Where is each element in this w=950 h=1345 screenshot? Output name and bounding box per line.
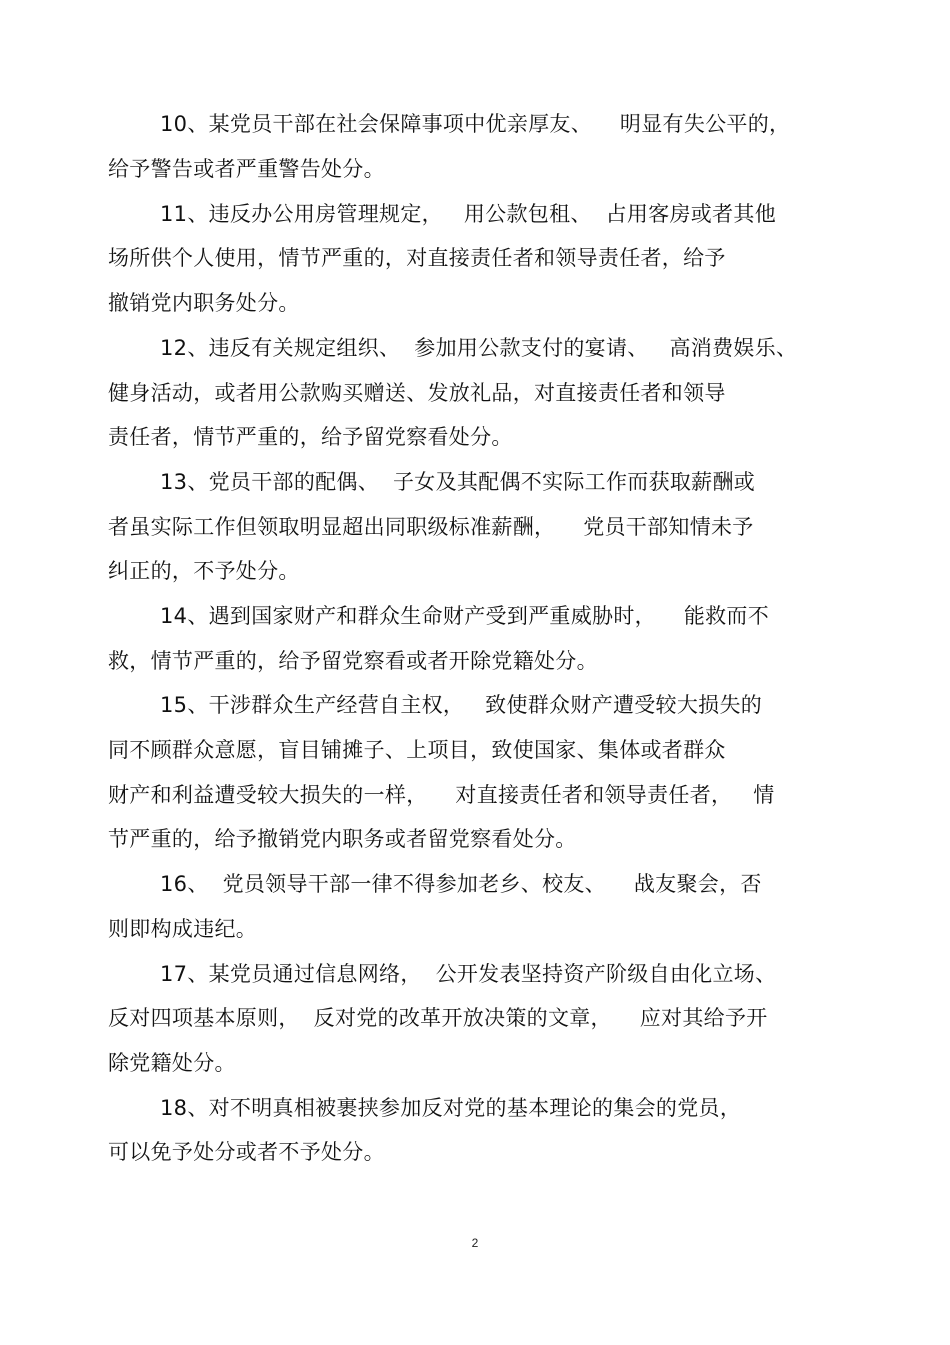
- q12-line-1: 12、违反有关规定组织、 参加用公款支付的宴请、 高消费娱乐、: [160, 336, 798, 360]
- q17-line-1: 17、某党员通过信息网络， 公开发表坚持资产阶级自由化立场、: [160, 962, 777, 986]
- q15-line-4: 节严重的，给予撤销党内职务或者留党察看处分。: [108, 827, 577, 851]
- q10-line-2: 给予警告或者严重警告处分。: [108, 157, 385, 181]
- q12-line-3: 责任者，情节严重的，给予留党察看处分。: [108, 425, 513, 449]
- q18-line-1: 18、对不明真相被裹挟参加反对党的基本理论的集会的党员，: [160, 1096, 742, 1120]
- q15-line-2: 同不顾群众意愿，盲目铺摊子、上项目，致使国家、集体或者群众: [108, 738, 726, 762]
- q14-line-1: 14、遇到国家财产和群众生命财产受到严重威胁时， 能救而不: [160, 604, 770, 628]
- q14-line-2: 救，情节严重的，给予留党察看或者开除党籍处分。: [108, 649, 598, 673]
- q17-line-2: 反对四项基本原则， 反对党的改革开放决策的文章， 应对其给予开: [108, 1006, 768, 1030]
- q13-line-2: 者虽实际工作但领取明显超出同职级标准薪酬， 党员干部知情未予: [108, 515, 754, 539]
- q17-line-3: 除党籍处分。: [108, 1051, 236, 1075]
- page-number: 2: [471, 1236, 479, 1250]
- q16-line-2: 则即构成违纪。: [108, 917, 258, 941]
- q16-line-1: 16、 党员领导干部一律不得参加老乡、校友、 战友聚会，否: [160, 872, 762, 896]
- q15-line-1: 15、干涉群众生产经营自主权， 致使群众财产遭受较大损失的: [160, 693, 763, 717]
- q13-line-3: 纠正的，不予处分。: [108, 559, 300, 583]
- q11-line-2: 场所供个人使用，情节严重的，对直接责任者和领导责任者，给予: [108, 246, 726, 270]
- q11-line-1: 11、违反办公用房管理规定， 用公款包租、 占用客房或者其他: [160, 202, 776, 226]
- q13-line-1: 13、党员干部的配偶、 子女及其配偶不实际工作而获取薪酬或: [160, 470, 756, 494]
- q18-line-2: 可以免予处分或者不予处分。: [108, 1140, 385, 1164]
- q15-line-3: 财产和利益遭受较大损失的一样， 对直接责任者和领导责任者， 情: [108, 783, 775, 807]
- q12-line-2: 健身活动，或者用公款购买赠送、发放礼品，对直接责任者和领导: [108, 381, 726, 405]
- q10-line-1: 10、某党员干部在社会保障事项中优亲厚友、 明显有失公平的，: [160, 112, 791, 136]
- q11-line-3: 撤销党内职务处分。: [108, 291, 300, 315]
